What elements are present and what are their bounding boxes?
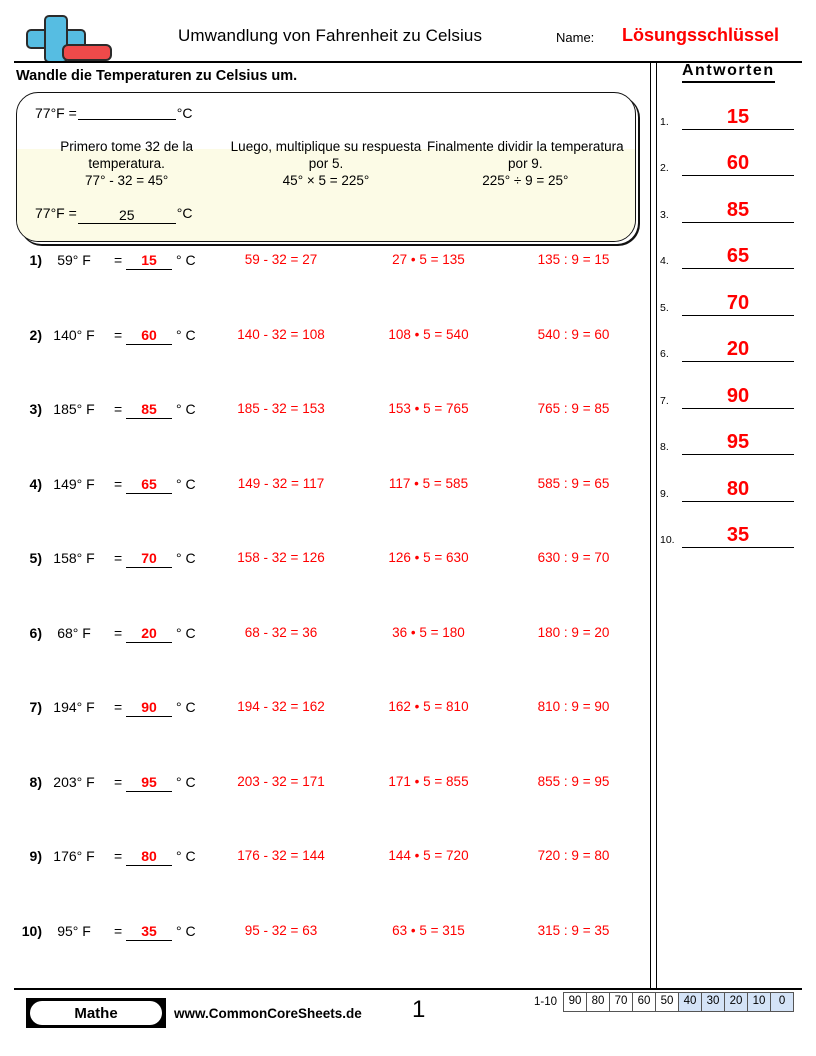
footer-divider xyxy=(14,988,802,990)
problem-step-1: 140 - 32 = 108 xyxy=(237,326,325,342)
answer-key-row xyxy=(660,364,810,409)
answer-key-index: 6. xyxy=(660,348,669,360)
answer-key-index: 2. xyxy=(660,162,669,174)
problem-celsius-unit: ° C xyxy=(176,922,196,939)
problem-step-2: 27 • 5 = 135 xyxy=(392,252,465,267)
instruction-text: Wandle die Temperaturen zu Celsius um. xyxy=(16,68,298,84)
problem-step-3: 180 : 9 = 20 xyxy=(537,624,610,640)
problem-answer-blank[interactable]: 70 xyxy=(126,550,172,568)
answer-key-value[interactable]: 90 xyxy=(682,385,794,409)
answer-key-row xyxy=(660,85,810,130)
problem-step-3: 720 : 9 = 80 xyxy=(537,848,610,863)
problem-equals: = xyxy=(114,624,123,641)
score-scale-cell[interactable]: 50 xyxy=(656,993,679,1011)
answer-column-divider xyxy=(650,62,657,988)
example-step-3-math: 225° ÷ 9 = 25° xyxy=(482,173,569,188)
score-scale-cells xyxy=(563,992,794,1012)
problem-list xyxy=(16,248,646,993)
problem-celsius-unit: ° C xyxy=(176,848,196,864)
problem-celsius-unit: ° C xyxy=(176,773,196,790)
problem-step-3: 630 : 9 = 70 xyxy=(537,550,610,565)
name-value: Lösungsschlüssel xyxy=(622,25,780,45)
problem-step-1: 158 - 32 = 126 xyxy=(237,550,325,565)
problem-step-1: 149 - 32 = 117 xyxy=(237,475,325,491)
problem-number: 6) xyxy=(29,624,42,641)
example-prompt-top-prefix: 77°F = xyxy=(35,105,77,121)
problem-equals: = xyxy=(114,550,123,566)
problem-step-2: 117 • 5 = 585 xyxy=(388,475,469,491)
problem-answer-blank[interactable]: 60 xyxy=(126,327,172,345)
problem-step-2: 171 • 5 = 855 xyxy=(388,773,469,789)
problem-answer-blank[interactable]: 95 xyxy=(126,774,172,792)
problem-step-3: 540 : 9 = 60 xyxy=(537,326,610,342)
problem-equals: = xyxy=(114,475,123,492)
problem-step-2: 153 • 5 = 765 xyxy=(388,401,469,416)
problem-answer-blank[interactable]: 20 xyxy=(126,625,172,643)
problem-step-2: 36 • 5 = 180 xyxy=(392,624,465,640)
answer-key-index: 5. xyxy=(660,301,669,314)
answer-key-row xyxy=(660,271,810,316)
problem-number: 7) xyxy=(29,699,42,715)
problem-step-1: 59 - 32 = 27 xyxy=(244,252,318,267)
problem-celsius-unit: ° C xyxy=(176,699,196,715)
answer-key-index: 1. xyxy=(660,115,669,128)
example-prompt-bottom xyxy=(35,205,193,224)
problem-answer-blank[interactable]: 80 xyxy=(126,848,172,866)
answer-key-row xyxy=(660,457,810,502)
problem-row xyxy=(16,248,646,323)
problem-number: 10) xyxy=(21,922,42,939)
problem-equals: = xyxy=(114,252,123,268)
example-step-1-math: 77° - 32 = 45° xyxy=(85,173,169,188)
answer-key-title: Antworten xyxy=(682,62,775,83)
score-scale-cell[interactable]: 30 xyxy=(702,993,725,1011)
problem-step-3: 810 : 9 = 90 xyxy=(537,699,610,714)
problem-number: 1) xyxy=(29,252,42,268)
answer-key-value[interactable]: 80 xyxy=(682,478,794,502)
problem-row xyxy=(16,621,646,696)
example-step-2-math: 45° × 5 = 225° xyxy=(282,173,370,188)
score-scale-cell[interactable]: 70 xyxy=(610,993,633,1011)
problem-fahrenheit: 185° F xyxy=(53,401,95,417)
logo-minus-bar xyxy=(62,44,112,61)
problem-answer-blank[interactable]: 15 xyxy=(126,252,172,270)
problem-row xyxy=(16,546,646,621)
example-box xyxy=(16,92,636,242)
problem-fahrenheit: 203° F xyxy=(53,773,95,790)
example-step-1 xyxy=(27,138,226,189)
answer-key-row xyxy=(660,504,810,549)
example-prompt-bottom-prefix: 77°F = xyxy=(35,205,77,221)
problem-step-2: 162 • 5 = 810 xyxy=(388,699,469,714)
problem-step-3: 135 : 9 = 15 xyxy=(537,252,610,267)
answer-key-row xyxy=(660,225,810,270)
problem-answer-blank[interactable]: 65 xyxy=(126,476,172,494)
answer-key-value[interactable]: 70 xyxy=(682,292,794,316)
page-number: 1 xyxy=(412,996,426,1023)
score-scale-cell[interactable]: 20 xyxy=(725,993,748,1011)
answer-key-index: 10. xyxy=(660,534,675,546)
answer-key-value[interactable]: 65 xyxy=(682,245,794,269)
example-prompt-top-suffix: °C xyxy=(176,105,193,121)
example-step-3 xyxy=(426,138,625,189)
answer-key-value[interactable]: 95 xyxy=(682,431,794,455)
problem-step-3: 855 : 9 = 95 xyxy=(537,773,610,789)
answer-key-row xyxy=(660,411,810,456)
answer-key-value[interactable]: 35 xyxy=(682,524,794,548)
problem-step-3: 315 : 9 = 35 xyxy=(537,922,610,938)
problem-number: 5) xyxy=(29,550,42,566)
example-prompt-top xyxy=(35,105,193,121)
problem-fahrenheit: 149° F xyxy=(53,475,95,492)
answer-key-row xyxy=(660,318,810,363)
answer-key-value[interactable]: 85 xyxy=(682,199,794,223)
name-label: Name: xyxy=(556,30,595,45)
problem-fahrenheit: 194° F xyxy=(53,699,95,715)
page-header xyxy=(0,0,816,62)
answer-key-list xyxy=(660,85,810,548)
problem-step-1: 203 - 32 = 171 xyxy=(237,773,325,789)
problem-number: 8) xyxy=(29,773,42,790)
example-prompt-bottom-suffix: °C xyxy=(176,205,193,221)
problem-step-1: 176 - 32 = 144 xyxy=(237,848,325,863)
score-scale-cell[interactable]: 40 xyxy=(679,993,702,1011)
problem-celsius-unit: ° C xyxy=(176,550,196,566)
answer-key-index: 4. xyxy=(660,255,669,267)
problem-number: 9) xyxy=(29,848,42,864)
site-url: www.CommonCoreSheets.de xyxy=(174,1006,362,1021)
plus-minus-logo-icon xyxy=(18,14,114,62)
answer-key-value[interactable]: 20 xyxy=(682,338,794,362)
problem-equals: = xyxy=(114,401,123,417)
problem-fahrenheit: 95° F xyxy=(57,922,91,939)
problem-celsius-unit: ° C xyxy=(176,326,196,343)
answer-key-value[interactable]: 15 xyxy=(682,106,794,130)
problem-fahrenheit: 140° F xyxy=(53,326,95,343)
problem-row xyxy=(16,323,646,398)
problem-row xyxy=(16,472,646,547)
problem-row xyxy=(16,770,646,845)
problem-step-1: 185 - 32 = 153 xyxy=(237,401,325,416)
subject-badge-label: Mathe xyxy=(30,1001,162,1025)
answer-key-row xyxy=(660,132,810,177)
problem-step-1: 194 - 32 = 162 xyxy=(237,699,325,714)
score-scale-cell[interactable]: 80 xyxy=(587,993,610,1011)
subject-badge xyxy=(26,998,166,1028)
problem-equals: = xyxy=(114,773,123,790)
problem-step-3: 585 : 9 = 65 xyxy=(537,475,610,491)
example-step-2-text: Luego, multiplique su respuesta por 5. xyxy=(230,139,422,171)
score-scale-range: 1-10 xyxy=(534,996,558,1008)
problem-answer-blank[interactable]: 35 xyxy=(126,923,172,941)
problem-equals: = xyxy=(114,326,123,343)
problem-fahrenheit: 158° F xyxy=(53,550,95,566)
problem-equals: = xyxy=(114,922,123,939)
problem-row xyxy=(16,397,646,472)
example-step-1-text: Primero tome 32 de la temperatura. xyxy=(60,139,194,171)
problem-step-2: 144 • 5 = 720 xyxy=(388,848,469,863)
problem-step-2: 108 • 5 = 540 xyxy=(388,326,469,342)
problem-fahrenheit: 176° F xyxy=(53,848,95,864)
problem-row xyxy=(16,695,646,770)
page-title: Umwandlung von Fahrenheit zu Celsius xyxy=(177,26,483,45)
example-step-3-text: Finalmente dividir la temperatura por 9. xyxy=(427,139,624,171)
problem-answer-blank[interactable]: 85 xyxy=(126,401,172,419)
problem-fahrenheit: 59° F xyxy=(57,252,91,268)
problem-number: 4) xyxy=(29,475,42,492)
problem-step-3: 765 : 9 = 85 xyxy=(537,401,610,416)
answer-key-column xyxy=(660,62,810,548)
problem-number: 3) xyxy=(29,401,42,417)
problem-celsius-unit: ° C xyxy=(176,252,196,268)
problem-equals: = xyxy=(114,699,123,715)
answer-key-value[interactable]: 60 xyxy=(682,152,794,176)
problem-row xyxy=(16,919,646,994)
answer-key-row xyxy=(660,178,810,223)
problem-fahrenheit: 68° F xyxy=(57,624,91,641)
problem-celsius-unit: ° C xyxy=(176,624,196,641)
problem-celsius-unit: ° C xyxy=(176,475,196,492)
score-scale xyxy=(534,992,794,1012)
problem-answer-blank[interactable]: 90 xyxy=(126,699,172,717)
problem-step-1: 95 - 32 = 63 xyxy=(244,922,318,938)
example-steps xyxy=(27,138,625,189)
problem-step-2: 63 • 5 = 315 xyxy=(392,922,465,938)
problem-celsius-unit: ° C xyxy=(176,401,196,417)
answer-key-index: 7. xyxy=(660,394,669,407)
answer-key-index: 9. xyxy=(660,487,669,500)
example-blank-empty[interactable] xyxy=(78,119,176,120)
example-step-2 xyxy=(226,138,425,189)
problem-row xyxy=(16,844,646,919)
problem-equals: = xyxy=(114,848,123,864)
score-scale-cell[interactable]: 0 xyxy=(771,993,793,1011)
problem-step-2: 126 • 5 = 630 xyxy=(388,550,469,565)
answer-key-index: 8. xyxy=(660,441,669,453)
score-scale-cell[interactable]: 60 xyxy=(633,993,656,1011)
problem-step-1: 68 - 32 = 36 xyxy=(244,624,318,640)
score-scale-cell[interactable]: 10 xyxy=(748,993,771,1011)
answer-key-index: 3. xyxy=(660,208,669,221)
example-blank-filled[interactable]: 25 xyxy=(78,207,176,224)
problem-number: 2) xyxy=(29,326,42,343)
score-scale-cell[interactable]: 90 xyxy=(564,993,587,1011)
